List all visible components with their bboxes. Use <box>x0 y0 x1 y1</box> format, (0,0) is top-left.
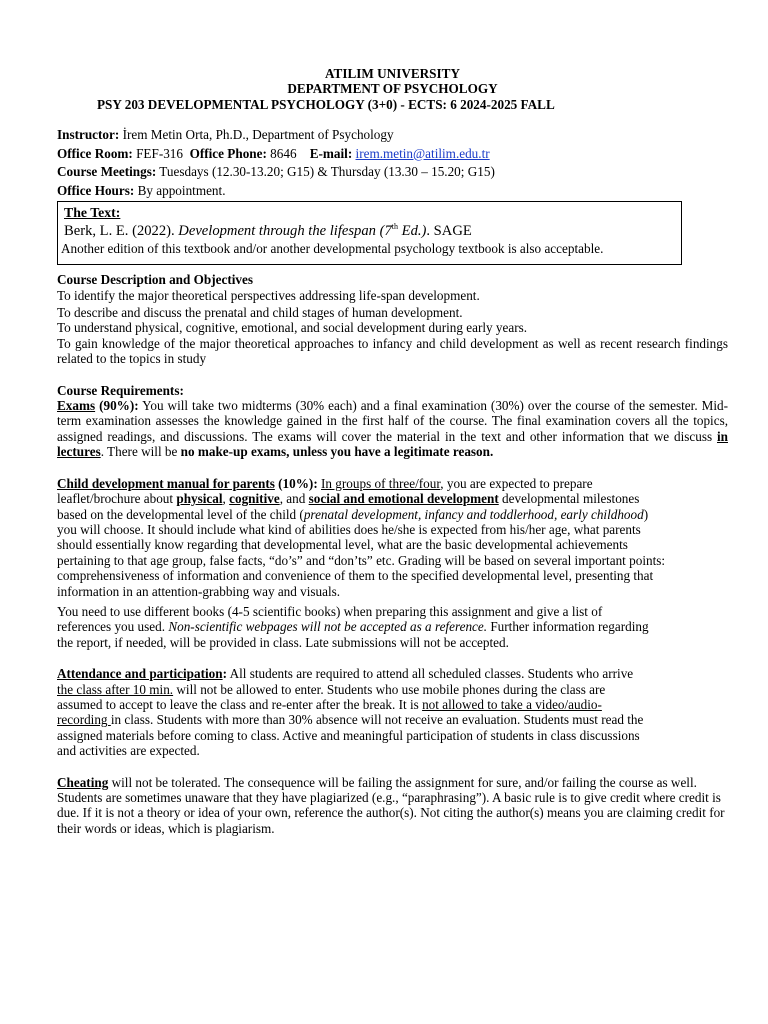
attendance-paragraph: Attendance and participation: All students are required to attend all scheduled classes. Students who arrive the class after 10 min. will not be allowed to enter. Students who use mobile phones during the class are assumed to accept to leave the class and re-enter after the break. It is not allowed to take a video/audio-recording in class. Students with more than 30% absence will not receive an evaluation. Students must read the assigned materials before coming to class. Active and meaningful participation of students in class discussions and activities are expected. <box>57 666 644 759</box>
manual-paragraph: Child development manual for parents (10%): In groups of three/four, you are expected to prepare leaflet/brochure about physical, cognitive, and social and emotional development developmental milestones based on the developmental level of the child (prenatal development, infancy and toddlerhood, early childhood) you will choose. It should include what kind of abilities does he/she is expected from his/her age, what parents should essentially know regarding that developmental level, what are the basic developmental achievements pertaining to that age group, false facts, “do’s” and “don’ts” etc. Grading will be based on several important points: comprehensiveness of information and convenience of them to the specified developmental level, presenting that information in an attention-grabbing way and visuals. <box>57 475 666 599</box>
course-requirements <box>57 383 728 460</box>
objective-1: To identify the major theoretical perspectives addressing life-span development. <box>57 287 480 303</box>
textbook-note: Another edition of this textbook and/or another developmental psychology textbook is also acceptable. <box>61 241 604 257</box>
textbook-box <box>57 201 682 265</box>
requirements-heading: Course Requirements: <box>57 382 184 398</box>
references-paragraph: You need to use different books (4-5 scientific books) when preparing this assignment and give a list of references you used. Non-scientific webpages will not be accepted as a reference. Further information regarding the report, if needed, will be provided in class. Late submissions will not be accepted. <box>57 603 649 650</box>
department-name: DEPARTMENT OF PSYCHOLOGY <box>287 81 498 97</box>
office-line: Office Room: FEF-316 Office Phone: 8646 E-mail: irem.metin@atilim.edu.tr <box>57 145 490 161</box>
description-heading: Course Description and Objectives <box>57 272 253 288</box>
textbook-reference: Berk, L. E. (2022). Development through the lifespan (7th Ed.). SAGE <box>64 222 472 240</box>
email-link[interactable]: irem.metin@atilim.edu.tr <box>355 145 490 161</box>
objective-3: To understand physical, cognitive, emotional, and social development during early years. <box>57 320 528 336</box>
textbook-heading: The Text: <box>64 205 121 221</box>
syllabus-page <box>57 66 728 836</box>
course-description <box>57 272 728 366</box>
cheating-paragraph: Cheating will not be tolerated. The consequence will be failing the assignment for sure, and/or failing the course as well. Students are sometimes unaware that they have plagiarized (e.g., “paraphrasing”). A basic rule is to give credit where credit is due. If it is not a theory or idea of your own, reference the author(s). Not citing the author(s) means you are claiming credit for their words or ideas, which is plagiarism. <box>57 774 725 836</box>
manual-section <box>57 476 667 599</box>
course-info <box>57 126 728 200</box>
objective-2: To describe and discuss the prenatal and child stages of human development. <box>57 305 463 321</box>
instructor-line: Instructor: İrem Metin Orta, Ph.D., Department of Psychology <box>57 127 394 143</box>
university-name: ATILIM UNIVERSITY <box>325 66 460 81</box>
exams-paragraph: Exams (90%): You will take two midterms (30% each) and a final examination (30%) over the course of the semester. Mid-term examination assesses the knowledge gained in the first half of the course. The final examination covers all the topics, assigned readings, and discussions. The exams will cover the material in the text and other information that we discuss in lectures. There will be no make-up exams, unless you have a legitimate reason. <box>57 398 728 460</box>
course-title: PSY 203 DEVELOPMENTAL PSYCHOLOGY (3+0) - ECTS: 6 2024-2025 FALL <box>97 96 555 112</box>
objective-4: To gain knowledge of the major theoretical approaches to infancy and child development as well as recent research findings related to the topics in study <box>57 335 728 367</box>
meetings-line: Course Meetings: Tuesdays (12.30-13.20; G15) & Thursday (13.30 – 15.20; G15) <box>57 164 495 180</box>
office-hours-line: Office Hours: By appointment. <box>57 182 226 198</box>
